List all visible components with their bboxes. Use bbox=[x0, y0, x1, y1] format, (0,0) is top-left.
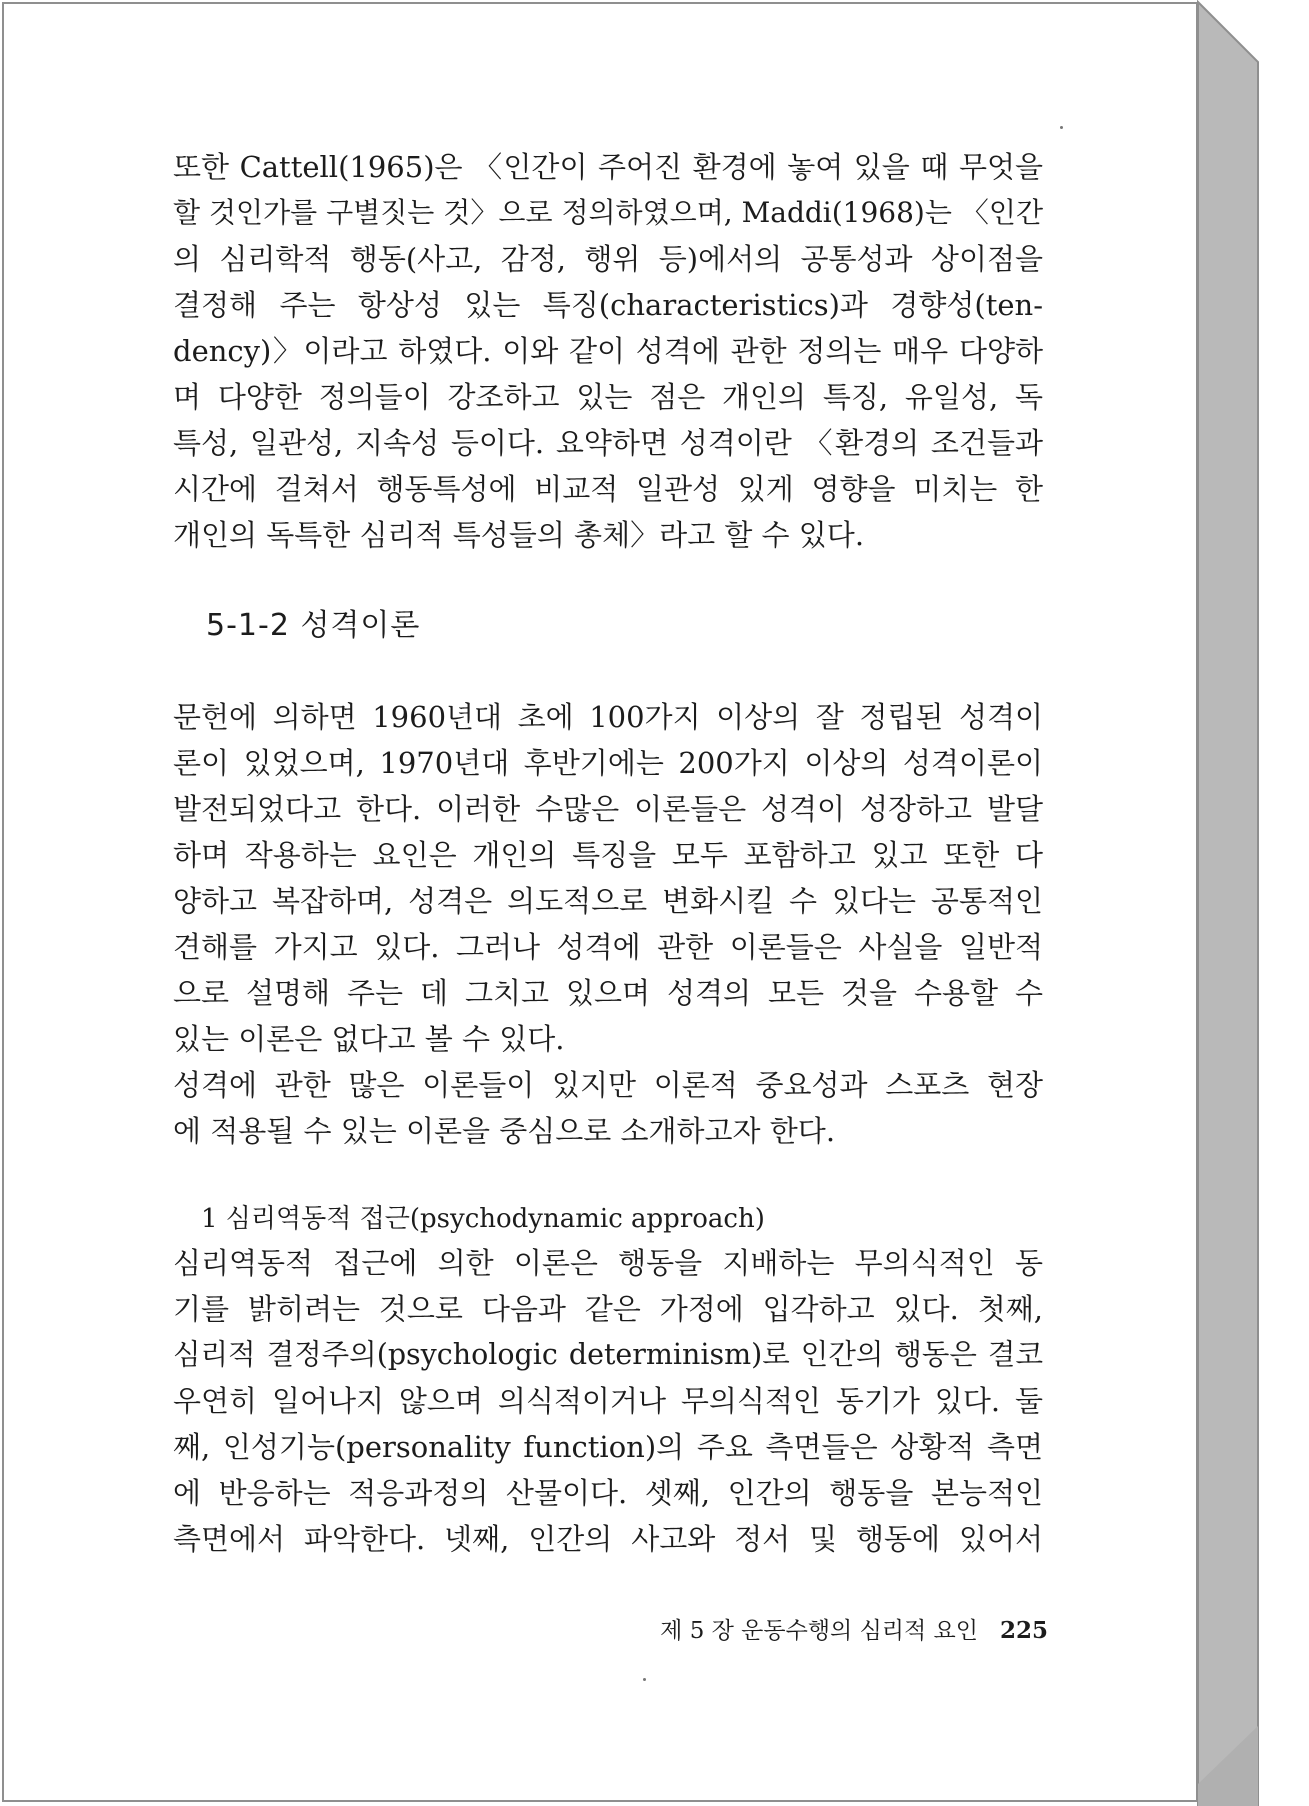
text-line: 있는 이론은 없다고 볼 수 있다. bbox=[173, 1022, 565, 1056]
text-line: 결정해 주는 항상성 있는 특징(characteristics)과 경향성(ten- bbox=[173, 288, 1043, 322]
text-line: 측면에서 파악한다. 넷째, 인간의 사고와 정서 및 행동에 있어서 bbox=[173, 1522, 1043, 1556]
paragraph-psychodynamic-approach bbox=[173, 1240, 1043, 1562]
text-line: 에 적용될 수 있는 이론을 중심으로 소개하고자 한다. bbox=[173, 1114, 836, 1148]
text-line: 할 것인가를 구별짓는 것〉으로 정의하였으며, Maddi(1968)는 〈인간 bbox=[173, 196, 1043, 229]
text-line: 심리역동적 접근에 의한 이론은 행동을 지배하는 무의식적인 동 bbox=[173, 1246, 1043, 1280]
subsection-heading: 1 심리역동적 접근(psychodynamic approach) bbox=[201, 1204, 765, 1234]
text-line: dency)〉이라고 하였다. 이와 같이 성격에 관한 정의는 매우 다양하 bbox=[173, 334, 1043, 368]
paragraph-personality-definition bbox=[173, 144, 1043, 558]
text-line: 우연히 일어나지 않으며 의식적이거나 무의식적인 동기가 있다. 둘 bbox=[173, 1384, 1043, 1418]
text-line: 또한 Cattell(1965)은 〈인간이 주어진 환경에 놓여 있을 때 무엇을 bbox=[173, 150, 1043, 184]
text-line: 양하고 복잡하며, 성격은 의도적으로 변화시킬 수 있다는 공통적인 bbox=[173, 884, 1043, 918]
page-number: 225 bbox=[999, 1617, 1048, 1644]
text-line: 론이 있었으며, 1970년대 후반기에는 200가지 이상의 성격이론이 bbox=[173, 746, 1043, 780]
text-line: 며 다양한 정의들이 강조하고 있는 점은 개인의 특징, 유일성, 독 bbox=[173, 380, 1043, 414]
scan-speck bbox=[1060, 126, 1063, 129]
text-line: 발전되었다고 한다. 이러한 수많은 이론들은 성격이 성장하고 발달 bbox=[173, 792, 1043, 826]
text-line: 의 심리학적 행동(사고, 감정, 행위 등)에서의 공통성과 상이점을 bbox=[173, 242, 1043, 276]
page-footer bbox=[618, 1612, 1048, 1645]
text-line: 시간에 걸쳐서 행동특성에 비교적 일관성 있게 영향을 미치는 한 bbox=[173, 472, 1043, 506]
text-line: 하며 작용하는 요인은 개인의 특징을 모두 포함하고 있고 또한 다 bbox=[173, 838, 1043, 872]
chapter-title: 제 5 장 운동수행의 심리적 요인 bbox=[660, 1618, 978, 1644]
text-line: 특성, 일관성, 지속성 등이다. 요약하면 성격이란 〈환경의 조건들과 bbox=[173, 426, 1043, 460]
text-line: 문헌에 의하면 1960년대 초에 100가지 이상의 잘 정립된 성격이 bbox=[173, 700, 1043, 734]
text-line: 견해를 가지고 있다. 그러나 성격에 관한 이론들은 사실을 일반적 bbox=[173, 930, 1043, 964]
text-line: 심리적 결정주의(psychologic determinism)로 인간의 행동은 결코 bbox=[173, 1338, 1043, 1371]
text-line: 에 반응하는 적응과정의 산물이다. 셋째, 인간의 행동을 본능적인 bbox=[173, 1476, 1043, 1510]
text-line: 성격에 관한 많은 이론들이 있지만 이론적 중요성과 스포츠 현장 bbox=[173, 1068, 1043, 1102]
text-line: 으로 설명해 주는 데 그치고 있으며 성격의 모든 것을 수용할 수 bbox=[173, 976, 1043, 1010]
section-heading: 5-1-2 성격이론 bbox=[206, 608, 421, 643]
text-line: 기를 밝히려는 것으로 다음과 같은 가정에 입각하고 있다. 첫째, bbox=[173, 1292, 1043, 1326]
scan-speck bbox=[643, 1678, 646, 1681]
paragraph-personality-theories bbox=[173, 694, 1043, 1154]
text-line: 개인의 독특한 심리적 특성들의 총체〉라고 할 수 있다. bbox=[173, 518, 865, 552]
text-line: 째, 인성기능(personality function)의 주요 측면들은 상황적 측면 bbox=[173, 1430, 1043, 1464]
